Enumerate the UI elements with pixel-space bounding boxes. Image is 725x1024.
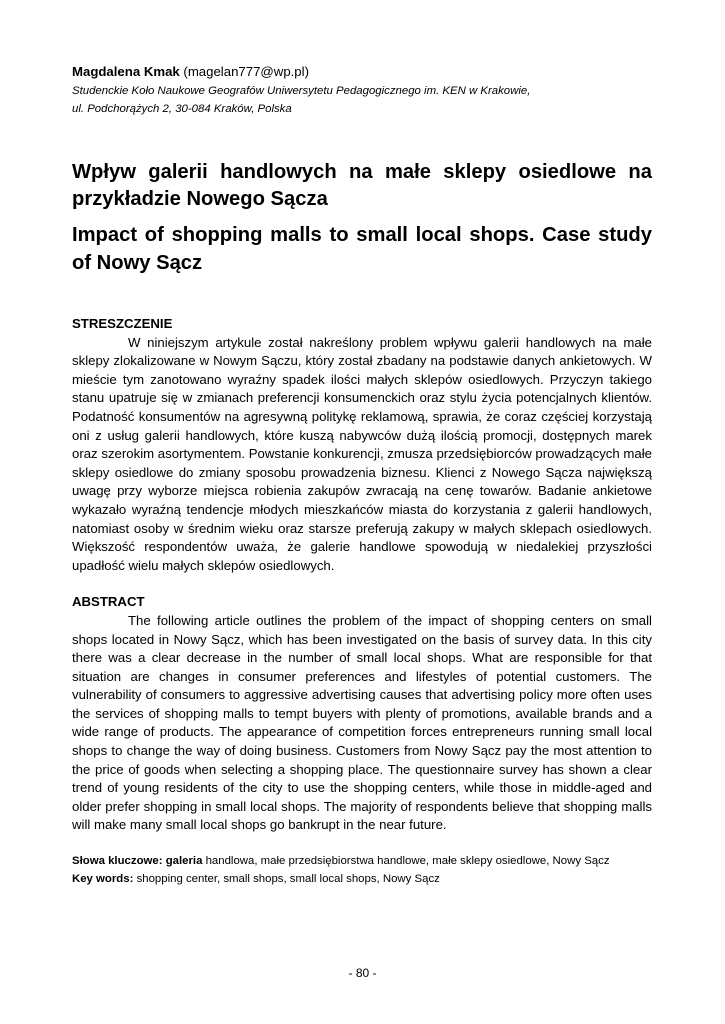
keywords-polish (72, 852, 652, 870)
keywords-pl-first: galeria (165, 855, 203, 868)
author-line (72, 62, 652, 82)
keywords-pl-rest: handlowa, małe przedsiębiorstwa handlowe, małe sklepy osiedlowe, Nowy Sącz (202, 855, 610, 868)
keywords-pl-label: Słowa kluczowe: (72, 855, 163, 868)
title-english: Impact of shopping malls to small local shops. Case study of Nowy Sącz (72, 224, 652, 274)
paper-page (72, 62, 652, 888)
page-number: - 80 - (348, 966, 377, 980)
streszczenie-text: W niniejszym artykule został nakreślony problem wpływu galerii handlowych na małe sklepy zlokalizowane w Nowym Sączu, który został zbadany na podstawie danych ankietowych. W mieście tym zanotowano wyraźny spadek ilości małych sklepów osiedlowych. Przyczyn takiego stanu upatruje się w zmianach preferencji konsumenckich oraz stylu życia potencjalnych klientów. Podatność konsumentów na agresywną politykę reklamową, sprawia, że coraz częściej korzystają oni z usług galerii handlowych, które kuszą nabywców dużą ilością promocji, dostępnych marek oraz szerokim asortymentem. Powstanie konkurencji, zmusza przedsiębiorców prowadzących małe sklepy osiedlowe do zmiany sposobu prowadzenia biznesu. Klienci z Nowego Sącza największą uwagę przy wyborze miejsca robienia zakupów zwracają na cenę towarów. Badanie ankietowe wykazało wyraźną tendencje młodych mieszkańców miasta do korzystania z galerii handlowych, natomiast osoby w średnim wieku oraz starsze preferują zakupy w małych sklepach osiedlowych. Większość respondentów uważa, że galerie handlowe spowodują w niedalekiej przyszłości upadłość wielu małych sklepów osiedlowych. (72, 334, 652, 573)
keywords-en-text: shopping center, small shops, small local shops, Nowy Sącz (133, 873, 440, 886)
streszczenie-heading: STRESZCZENIE (72, 316, 173, 331)
title-polish: Wpływ galerii handlowych na małe sklepy osiedlowe na przykładzie Nowego Sącza (72, 161, 652, 210)
keywords-en-label: Key words: (72, 873, 134, 886)
author-name: Magdalena Kmak (72, 64, 180, 79)
abstract-text: The following article outlines the problem of the impact of shopping centers on small shops located in Nowy Sącz, which has been investigated on the basis of survey data. In this city there was a clear decrease in the number of small local shops. What are responsible for that situation are changes in consumer preferences and lifestyles of potential customers. The vulnerability of consumers to aggressive advertising causes that advertising policy more often uses the services of shopping malls to tempt buyers with plenty of promotions, available brands and a wide range of products. The appearance of competition forces entrepreneurs running small local shops to change the way of doing business. Customers from Nowy Sącz pay the most attention to the price of goods when selecting a shopping place. The questionnaire survey has shown a clear trend of young residents of the city to use the shopping centers, while those in middle-aged and older prefer shopping in small local shops. The majority of respondents believe that shopping malls will make many small local shops go bankrupt in the near future. (72, 612, 652, 833)
affiliation-line-2: ul. Podchorążych 2, 30-084 Kraków, Polska (72, 103, 292, 115)
keywords-english (72, 870, 652, 888)
author-email: (magelan777@wp.pl) (183, 64, 309, 79)
affiliation-line-1: Studenckie Koło Naukowe Geografów Uniwersytetu Pedagogicznego im. KEN w Krakowie, (72, 85, 531, 97)
abstract-heading: ABSTRACT (72, 594, 145, 610)
